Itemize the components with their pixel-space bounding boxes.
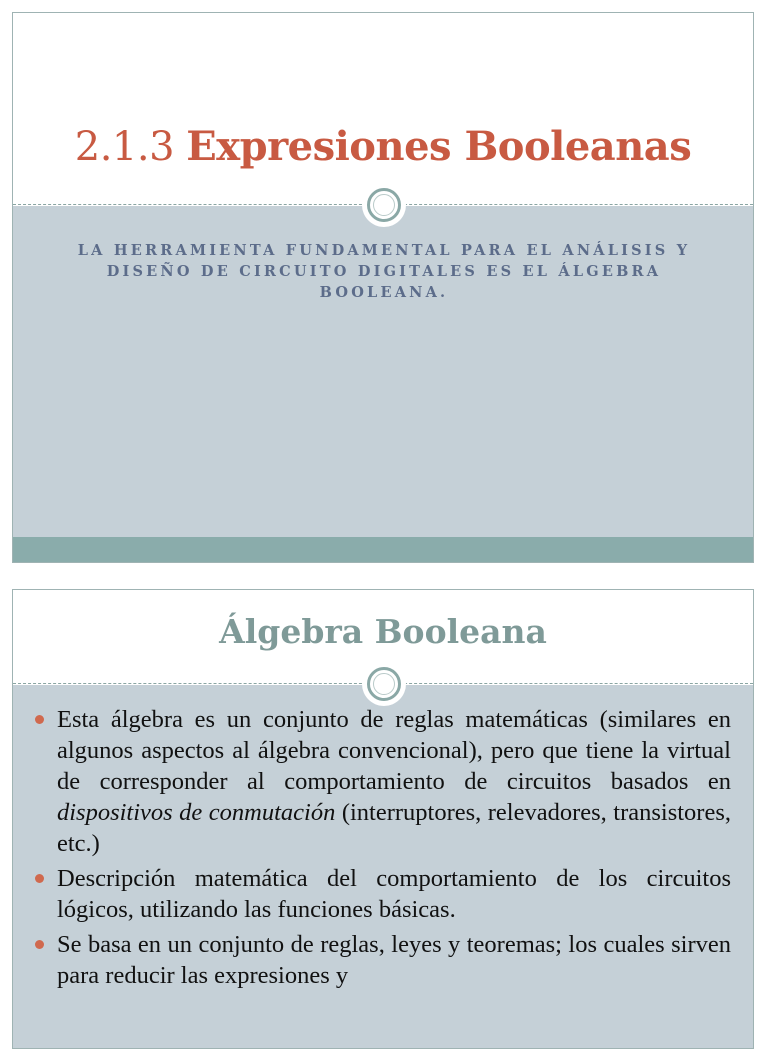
bullet-text: (interruptores, relevadores, transistores, etc.) — [57, 799, 731, 857]
footer-bar — [13, 537, 753, 563]
slide-title — [12, 12, 754, 563]
slide-title-heading — [13, 123, 753, 170]
subtitle-area — [13, 206, 753, 537]
bullet-text: Esta álgebra es un conjunto de reglas matemáticas (similares en algunos aspectos al álgebra convencional), pero que tiene la virtual de corresponder al comportamiento de circuitos basados en — [57, 706, 731, 795]
bullet-text: Se basa en un conjunto de reglas, leyes y teoremas; los cuales sirven para reducir las expresiones y — [57, 931, 731, 989]
bullet-dot-icon — [35, 940, 44, 949]
slide-heading: Álgebra Booleana — [219, 612, 547, 651]
slide-subtitle: LA HERRAMIENTA FUNDAMENTAL PARA EL ANÁLISIS Y DISEÑO DE CIRCUITO DIGITALES ES EL ÁLGEBRA BOOLEANA. — [77, 242, 691, 301]
content-area — [13, 685, 753, 1048]
bullet-item — [35, 704, 731, 859]
title-number: 2.1.3 — [74, 124, 175, 170]
bullet-text: Descripción matemática del comportamiento de los circuitos lógicos, utilizando las funciones básicas. — [57, 865, 731, 923]
circle-ornament-icon — [367, 188, 401, 222]
title-area — [13, 13, 753, 206]
circle-ornament-icon — [367, 667, 401, 701]
bullet-dot-icon — [35, 874, 44, 883]
bullet-italic-text: dispositivos de conmutación — [57, 799, 336, 826]
bullet-dot-icon — [35, 715, 44, 724]
bullet-list — [35, 704, 731, 995]
bullet-item — [35, 863, 731, 925]
title-main: Expresiones Booleanas — [186, 123, 692, 170]
bullet-item — [35, 929, 731, 991]
slide-algebra — [12, 589, 754, 1049]
